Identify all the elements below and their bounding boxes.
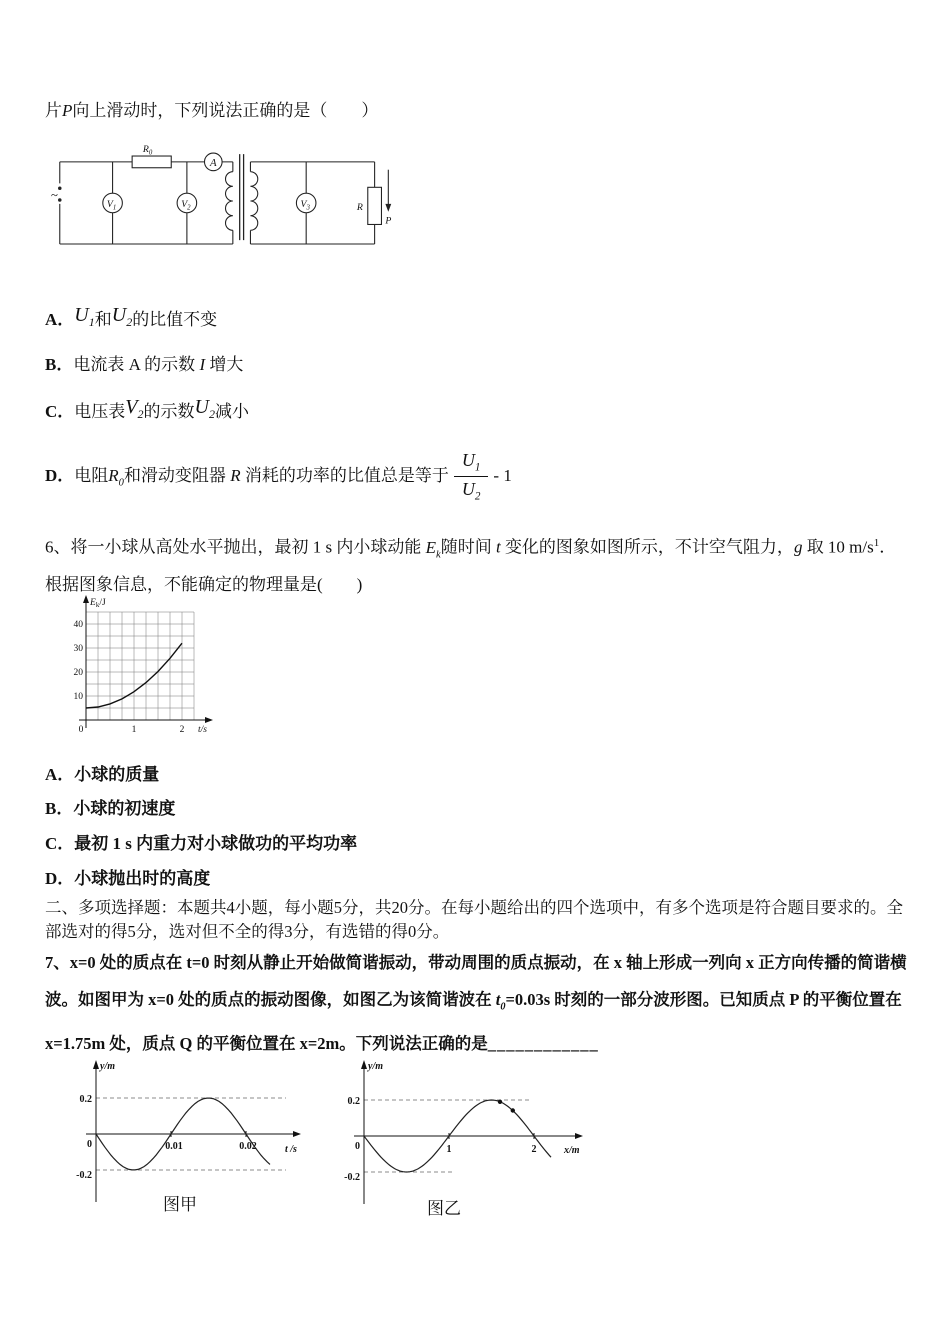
- x-tick-002: 0.02: [239, 1141, 257, 1152]
- q7-stem: 7、x=0 处的质点在 t=0 时刻从静止开始做简谐振动，带动周围的质点振动，在 x 轴上形成一列向 x 正方向传播的简谐横波。如图甲为 x=0 处的质点的振动图像，如图乙为该简谐波在 $t_0=0.03s$ 时刻的一部分波形图。已知质点 P 的平衡位置在 x=1.75m 处，质点 Q 的平衡位置在 x=2m。下列说法正确的是____________: [45, 953, 907, 1054]
- y-tick-top: 0.2: [79, 1094, 92, 1105]
- caption-yi: 图乙: [427, 1199, 461, 1218]
- x-axis-label: t/s: [198, 725, 207, 735]
- x-axis-label: x/m: [564, 1145, 580, 1156]
- v3-label: $V_3$: [300, 198, 310, 212]
- p-label: P: [385, 215, 392, 227]
- q5-option-d: D．电阻$R_0$和滑动变阻器 R 消耗的功率的比值总是等于 $\frac{U_1}{U_2}$ - 1: [45, 450, 512, 504]
- y-tick-top: 0.2: [347, 1096, 360, 1107]
- x-tick-2: 2: [179, 725, 185, 735]
- x-tick-001: 0.01: [165, 1141, 183, 1152]
- q6-ek-graph: [56, 592, 234, 744]
- y-tick-20: 20: [73, 668, 83, 678]
- source-terminal-top: [58, 187, 62, 191]
- transformer-secondary-coil: [250, 172, 257, 231]
- origin-label: 0: [87, 1139, 92, 1150]
- y-axis-label: y/m: [368, 1061, 383, 1072]
- source-terminal-bottom: [58, 198, 62, 202]
- slider-arrowhead: [385, 204, 391, 212]
- x-tick-1: 1: [446, 1144, 452, 1155]
- y-axis-arrow: [93, 1060, 99, 1069]
- q5-option-c: C．电压表$V_2$的示数$U_2$减小: [45, 396, 249, 421]
- origin-label: 0: [355, 1141, 360, 1152]
- r-label: R: [356, 201, 363, 213]
- q7-graph-jia: [66, 1056, 314, 1206]
- v2-label: $V_2$: [181, 198, 191, 212]
- y-tick-bottom: -0.2: [344, 1172, 360, 1183]
- marked-points: [498, 1100, 515, 1113]
- q5-lead: 片P向上滑动时，下列说法正确的是（ ）: [45, 101, 379, 120]
- y-axis-label: $E_k/J$: [90, 598, 106, 609]
- x-axis-label: t /s: [285, 1144, 297, 1155]
- fraction: $\frac{U_1}{U_2}$: [454, 450, 489, 504]
- caption-jia: 图甲: [163, 1195, 197, 1214]
- transformer-core: [240, 154, 244, 240]
- rheostat-r: [368, 187, 382, 224]
- resistor-r0: [132, 156, 171, 168]
- x-axis-arrow: [205, 717, 213, 723]
- q6-option-a: A．小球的质量: [45, 765, 160, 784]
- wave-point-dot: [511, 1108, 515, 1112]
- wave-point-dot: [498, 1100, 502, 1104]
- q5-option-a: A．$U_1$和$U_2$的比值不变: [45, 304, 218, 329]
- q6-stem: 6、将一小球从高处水平抛出，最初 1 s 内小球动能 $E_k$随时间 t 变化的图象如图所示，不计空气阻力，g 取 10 $m/s^1$．根据图象信息，不能确定的物理量是( ): [45, 537, 897, 595]
- transformer-primary-coil: [226, 172, 233, 231]
- x-axis-arrow: [575, 1133, 583, 1139]
- ac-source-label: ~: [50, 188, 58, 203]
- y-axis-label: y/m: [100, 1061, 115, 1072]
- x-tick-2: 2: [531, 1144, 537, 1155]
- x-tick-0: 0: [78, 725, 84, 735]
- section2-header: 二、多项选择题：本题共4小题，每小题5分，共20分。在每小题给出的四个选项中，有多个选项是符合题目要求的。全部选对的得5分，选对但不全的得3分，有选错的得0分。: [45, 898, 903, 941]
- y-axis-arrow: [361, 1060, 367, 1069]
- y-tick-10: 10: [73, 692, 83, 702]
- axes: [354, 1066, 578, 1204]
- q5-circuit-figure: [50, 142, 402, 260]
- q5-option-b: B．电流表 A 的示数 I 增大: [45, 355, 244, 374]
- y-tick-40: 40: [73, 620, 83, 630]
- axes: [86, 1066, 296, 1202]
- q6-option-c: C．最初 1 s 内重力对小球做功的平均功率: [45, 834, 358, 853]
- x-axis-arrow: [293, 1131, 301, 1137]
- ammeter-label: A: [209, 156, 217, 169]
- y-tick-bottom: -0.2: [76, 1170, 92, 1181]
- q6-option-b: B．小球的初速度: [45, 799, 176, 818]
- y-tick-30: 30: [73, 644, 83, 654]
- x-tick-1: 1: [131, 725, 137, 735]
- q7-graph-yi: [334, 1056, 596, 1211]
- y-axis-arrow: [83, 595, 89, 603]
- q6-option-d: D．小球抛出时的高度: [45, 869, 211, 888]
- grid-lines: [86, 612, 194, 720]
- r0-label: $R_0$: [142, 144, 153, 157]
- v1-label: $V_1$: [106, 198, 117, 212]
- axes: [79, 600, 208, 728]
